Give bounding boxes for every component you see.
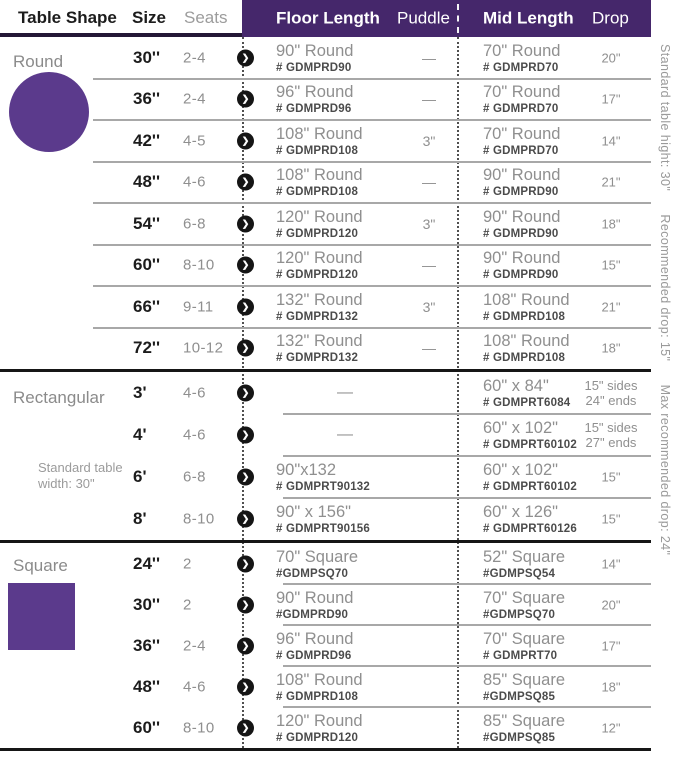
drop-cell [576,679,646,694]
arrow-icon[interactable]: ❯ [237,596,254,613]
arrow-icon[interactable]: ❯ [237,257,254,274]
product-name: 60" x 84" [483,377,549,395]
drop-cell [576,341,646,356]
header-band-divider [457,4,459,33]
arrow-icon[interactable]: ❯ [237,385,254,402]
table-row [0,414,651,456]
section-separator [0,369,651,372]
product-sku: # GDMPRT70 [483,649,558,662]
floor-length-cell [276,83,353,115]
drop-line: 12" [601,720,621,735]
product-name: 108" Round [483,290,570,309]
floor-length-cell [276,671,363,703]
mid-length-cell [483,419,577,451]
mid-length-cell [483,332,570,364]
table-row [0,37,651,79]
size-cell: 30'' [133,47,160,67]
size-cell: 42'' [133,130,160,150]
drop-cell [576,92,646,107]
row-divider [283,497,651,499]
product-name: 90" Round [483,249,561,268]
product-sku: # GDMPRD90 [483,227,559,240]
mid-length-cell [483,589,565,621]
header-band [242,0,651,37]
table-row [0,584,651,625]
product-name: 70" Round [483,124,561,143]
product-name: 70" Round [483,83,561,102]
product-sku: #GDMPSQ85 [483,731,556,744]
seats-cell: 2-4 [183,637,206,654]
floor-length-cell: — [337,384,353,401]
product-sku: # GDMPRD120 [276,227,359,240]
mid-length-cell [483,712,565,744]
floor-length-cell [276,548,358,580]
table-row [0,79,651,121]
product-name: 52" Square [483,547,566,566]
drop-cell [576,378,646,408]
arrow-icon[interactable]: ❯ [237,49,254,66]
product-name: 132" Round [276,290,363,309]
product-name: 132" Round [276,332,363,351]
column-header-size: Size [132,8,167,27]
table-row [0,707,651,748]
product-sku: # GDMPRT90132 [276,481,370,493]
floor-length-cell [276,589,353,621]
seats-cell: 2-4 [183,90,206,108]
mid-length-cell [483,377,570,409]
size-cell: 48'' [133,172,160,192]
seats-cell: 4-6 [183,384,206,402]
product-name: 120" Round [276,249,363,268]
table-row [0,498,651,540]
seats-cell: 6-8 [183,215,206,233]
table-row [0,543,651,584]
puddle-cell: — [422,49,436,66]
drop-line: 24" ends [585,393,637,408]
row-divider [283,624,651,626]
drop-line: 15" sides [584,420,638,435]
arrow-icon[interactable]: ❯ [237,637,254,654]
puddle-cell: — [422,257,436,274]
product-name: 108" Round [483,332,570,351]
drop-line: 15" [601,469,621,485]
table-row [0,456,651,498]
table-row [0,666,651,707]
size-cell: 6' [133,467,147,486]
floor-length-cell [276,291,363,323]
drop-line: 14" [601,556,621,571]
seats-cell: 4-5 [183,132,206,150]
floor-length-cell [276,712,363,744]
drop-line: 20" [601,597,621,612]
shape-label: Rectangular [13,388,105,407]
arrow-icon[interactable]: ❯ [237,91,254,108]
drop-cell [576,258,646,273]
product-sku: # GDMPRD90 [483,269,559,282]
product-sku: # GDMPRD70 [483,61,559,74]
side-note-vertical-text: Standard table hight: 30" Recommended drop: 15" Max recommended drop: 24" [658,44,672,556]
seats-cell: 10-12 [183,339,224,357]
drop-cell [576,470,646,485]
arrow-icon[interactable]: ❯ [237,719,254,736]
product-sku: #GDMPSQ70 [483,608,556,621]
product-sku: #GDMPSQ85 [483,690,556,703]
arrow-icon[interactable]: ❯ [237,427,254,444]
drop-line: 15" [601,511,621,527]
shape-label: Square [13,556,68,575]
product-name: 85" Square [483,711,566,730]
arrow-icon[interactable]: ❯ [237,215,254,232]
product-sku: # GDMPRT60102 [483,439,577,451]
product-name: 90" Round [483,166,561,185]
seats-cell: 2 [183,555,192,572]
product-name: 85" Square [483,670,566,689]
row-divider [93,202,651,204]
section-rectangular [0,372,651,540]
seats-cell: 4-6 [183,426,206,444]
product-sku: # GDMPRD70 [483,103,559,116]
table-row [0,203,651,245]
mid-length-cell [483,461,577,493]
product-name: 60" x 102" [483,419,559,437]
product-sku: # GDMPRD120 [276,269,359,282]
size-cell: 3' [133,383,147,402]
arrow-icon[interactable]: ❯ [237,340,254,357]
product-name: 108" Round [276,670,363,689]
mid-length-cell [483,125,560,157]
row-divider [93,327,651,329]
size-cell: 36'' [133,635,160,655]
drop-cell [576,299,646,314]
drop-line: 17" [601,91,621,107]
mid-length-cell [483,249,560,281]
shape-caption-line: width: 30" [38,476,95,491]
drop-cell [576,597,646,612]
drop-cell [576,175,646,190]
product-sku: # GDMPRT90156 [276,523,370,535]
row-divider [93,119,651,121]
section-separator [0,540,651,543]
row-divider [283,455,651,457]
seats-cell: 9-11 [183,298,214,316]
floor-length-cell [276,125,363,157]
seats-cell: 6-8 [183,468,206,486]
product-name: 70" Square [276,547,359,566]
drop-cell [576,638,646,653]
drop-line: 17" [601,638,621,653]
product-sku: # GDMPRD132 [276,310,359,323]
drop-cell [576,556,646,571]
size-cell: 66'' [133,296,160,316]
product-name: 60" x 102" [483,461,559,479]
product-sku: # GDMPRD120 [276,731,359,744]
mid-length-cell [483,671,565,703]
seats-cell: 2-4 [183,49,206,67]
product-sku: # GDMPRT60126 [483,523,577,535]
arrow-icon[interactable]: ❯ [237,511,254,528]
drop-cell [576,420,646,450]
table-row [0,286,651,328]
drop-line: 14" [601,133,621,149]
drop-line: 27" ends [585,435,637,450]
size-cell: 30'' [133,594,160,614]
row-divider [283,665,651,667]
column-header-drop: Drop [592,8,629,28]
drop-line: 21" [601,174,621,190]
seats-cell: 8-10 [183,256,215,274]
product-name: 90" Round [276,41,354,60]
mid-length-cell [483,42,560,74]
product-sku: # GDMPRD108 [483,352,566,365]
product-name: 96" Round [276,629,354,648]
puddle-cell: — [422,174,436,191]
seats-cell: 8-10 [183,510,215,528]
product-name: 90" Round [483,207,561,226]
product-name: 70" Round [483,41,561,60]
puddle-cell: 3" [422,215,436,232]
product-sku: # GDMPRD96 [276,649,352,662]
product-sku: # GDMPRD90 [483,186,559,199]
puddle-cell: 3" [422,132,436,149]
product-name: 120" Round [276,207,363,226]
shape-label: Round [13,52,64,71]
drop-line: 15" sides [584,378,638,393]
section-round [0,37,651,369]
product-sku: # GDMPRT6084 [483,397,571,409]
row-divider [93,244,651,246]
puddle-cell: — [422,340,436,357]
section-square [0,543,651,748]
arrow-icon[interactable]: ❯ [237,469,254,486]
product-sku: #GDMPSQ70 [276,567,349,580]
table-row [0,245,651,287]
mid-length-cell [483,83,560,115]
drop-cell [576,50,646,65]
row-divider [283,583,651,585]
table-row [0,162,651,204]
column-header-seats: Seats [184,8,228,27]
drop-cell [576,512,646,527]
product-sku: #GDMPSQ54 [483,567,556,580]
seats-cell: 4-6 [183,678,206,695]
table-row [0,625,651,666]
arrow-icon[interactable]: ❯ [237,174,254,191]
row-divider [283,413,651,415]
floor-length-cell [276,42,353,74]
mid-length-cell [483,548,565,580]
arrow-icon[interactable]: ❯ [237,555,254,572]
puddle-cell: — [422,91,436,108]
product-name: 70" Square [483,588,566,607]
drop-line: 21" [601,299,621,315]
seats-cell: 2 [183,596,192,613]
column-header-table-shape: Table Shape [18,8,117,27]
row-divider [93,285,651,287]
size-cell: 4' [133,425,147,444]
product-sku: # GDMPRD96 [276,103,352,116]
floor-length-cell [276,332,363,364]
mid-length-cell [483,630,565,662]
mid-length-cell [483,291,570,323]
size-cell: 48'' [133,676,160,696]
mid-length-cell [483,208,560,240]
size-cell: 60'' [133,255,160,275]
table-row [0,328,651,370]
product-name: 120" Round [276,711,363,730]
product-sku: # GDMPRD108 [483,310,566,323]
column-header-mid-length: Mid Length [483,8,574,28]
drop-cell [576,720,646,735]
table-row [0,372,651,414]
floor-length-cell: — [337,426,353,443]
drop-cell [576,133,646,148]
section-separator [0,748,651,751]
seats-cell: 4-6 [183,173,206,191]
column-header-puddle: Puddle [397,8,450,28]
product-name: 70" Square [483,629,566,648]
product-sku: # GDMPRD132 [276,352,359,365]
product-sku: # GDMPRD108 [276,144,359,157]
drop-line: 18" [601,679,621,694]
size-cell: 24'' [133,553,160,573]
product-sku: # GDMPRD108 [276,186,359,199]
column-header-floor-length: Floor Length [276,8,380,28]
drop-cell [576,216,646,231]
row-divider [93,78,651,80]
product-name: 96" Round [276,83,354,102]
seats-cell: 8-10 [183,719,215,736]
arrow-icon[interactable]: ❯ [237,298,254,315]
product-name: 60" x 126" [483,503,559,521]
floor-length-cell [276,630,353,662]
table-row [0,120,651,162]
floor-length-cell [276,503,370,535]
size-cell: 60'' [133,717,160,737]
product-name: 108" Round [276,124,363,143]
drop-line: 18" [601,216,621,232]
arrow-icon[interactable]: ❯ [237,132,254,149]
mid-length-cell [483,166,560,198]
floor-length-cell [276,461,370,493]
drop-line: 20" [601,50,621,66]
arrow-icon[interactable]: ❯ [237,678,254,695]
mid-length-cell [483,503,577,535]
size-cell: 72'' [133,338,160,358]
size-cell: 36'' [133,89,160,109]
product-name: 108" Round [276,166,363,185]
size-cell: 54'' [133,213,160,233]
product-sku: # GDMPRD90 [276,61,352,74]
floor-length-cell [276,208,363,240]
product-sku: # GDMPRT60102 [483,481,577,493]
drop-line: 15" [601,257,621,273]
product-name: 90" x 156" [276,503,352,521]
row-divider [93,161,651,163]
shape-caption-line: Standard table [38,460,123,475]
row-divider [283,706,651,708]
product-sku: # GDMPRD108 [276,690,359,703]
floor-length-cell [276,166,363,198]
product-name: 90"x132 [276,461,336,479]
floor-length-cell [276,249,363,281]
product-sku: # GDMPRD70 [483,144,559,157]
puddle-cell: 3" [422,298,436,315]
size-cell: 8' [133,509,147,528]
product-name: 90" Round [276,588,354,607]
product-sku: #GDMPRD90 [276,608,349,621]
drop-line: 18" [601,340,621,356]
